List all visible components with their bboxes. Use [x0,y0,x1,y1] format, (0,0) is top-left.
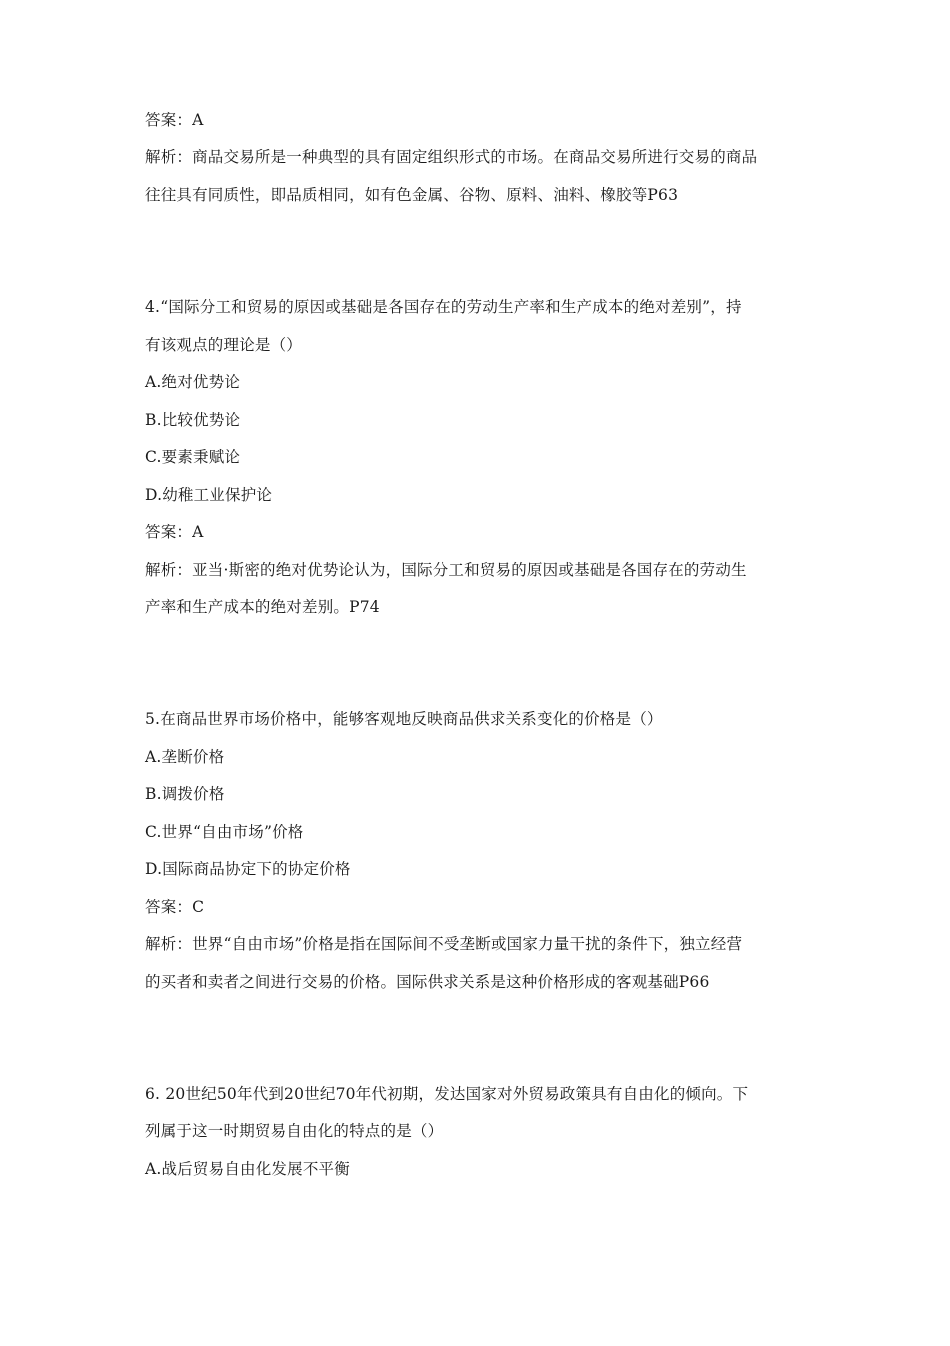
q6-stem-line-2: 列属于这一时期贸易自由化的特点的是（） [145,1122,444,1140]
q6-option-a: A.战后贸易自由化发展不平衡 [145,1160,350,1178]
q5-stem-line-1: 5.在商品世界市场价格中，能够客观地反映商品供求关系变化的价格是（） [145,710,663,728]
q4-option-a: A.绝对优势论 [145,373,241,391]
q5-option-d: D.国际商品协定下的协定价格 [145,860,351,878]
q6-stem-line-1: 6. 20世纪50年代到20世纪70年代初期，发达国家对外贸易政策具有自由化的倾向。下 [145,1085,749,1103]
q4-option-b: B.比较优势论 [145,411,241,429]
q4-stem-line-2: 有该观点的理论是（） [145,336,303,354]
q5-analysis-line-2: 的买者和卖者之间进行交易的价格。国际供求关系是这种价格形成的客观基础P66 [145,973,710,991]
q3-answer: 答案：A [145,111,204,129]
q3-analysis-line-1: 解析：商品交易所是一种典型的具有固定组织形式的市场。在商品交易所进行交易的商品 [145,148,758,166]
q4-analysis-line-2: 产率和生产成本的绝对差别。P74 [145,598,380,616]
q5-option-b: B.调拨价格 [145,785,225,803]
q5-option-a: A.垄断价格 [145,748,225,766]
q4-answer: 答案：A [145,523,204,541]
q3-analysis-line-2: 往往具有同质性，即品质相同，如有色金属、谷物、原料、油料、橡胶等P63 [145,186,679,204]
q4-option-c: C.要素秉赋论 [145,448,241,466]
q5-answer: 答案：C [145,898,205,916]
q5-option-c: C.世界“自由市场”价格 [145,823,304,841]
q4-stem-line-1: 4.“国际分工和贸易的原因或基础是各国存在的劳动生产率和生产成本的绝对差别”，持 [145,298,742,316]
q5-analysis-line-1: 解析：世界“自由市场”价格是指在国际间不受垄断或国家力量干扰的条件下，独立经营 [145,935,743,953]
q4-option-d: D.幼稚工业保护论 [145,486,273,504]
q4-analysis-line-1: 解析：亚当·斯密的绝对优势论认为，国际分工和贸易的原因或基础是各国存在的劳动生 [145,561,747,579]
